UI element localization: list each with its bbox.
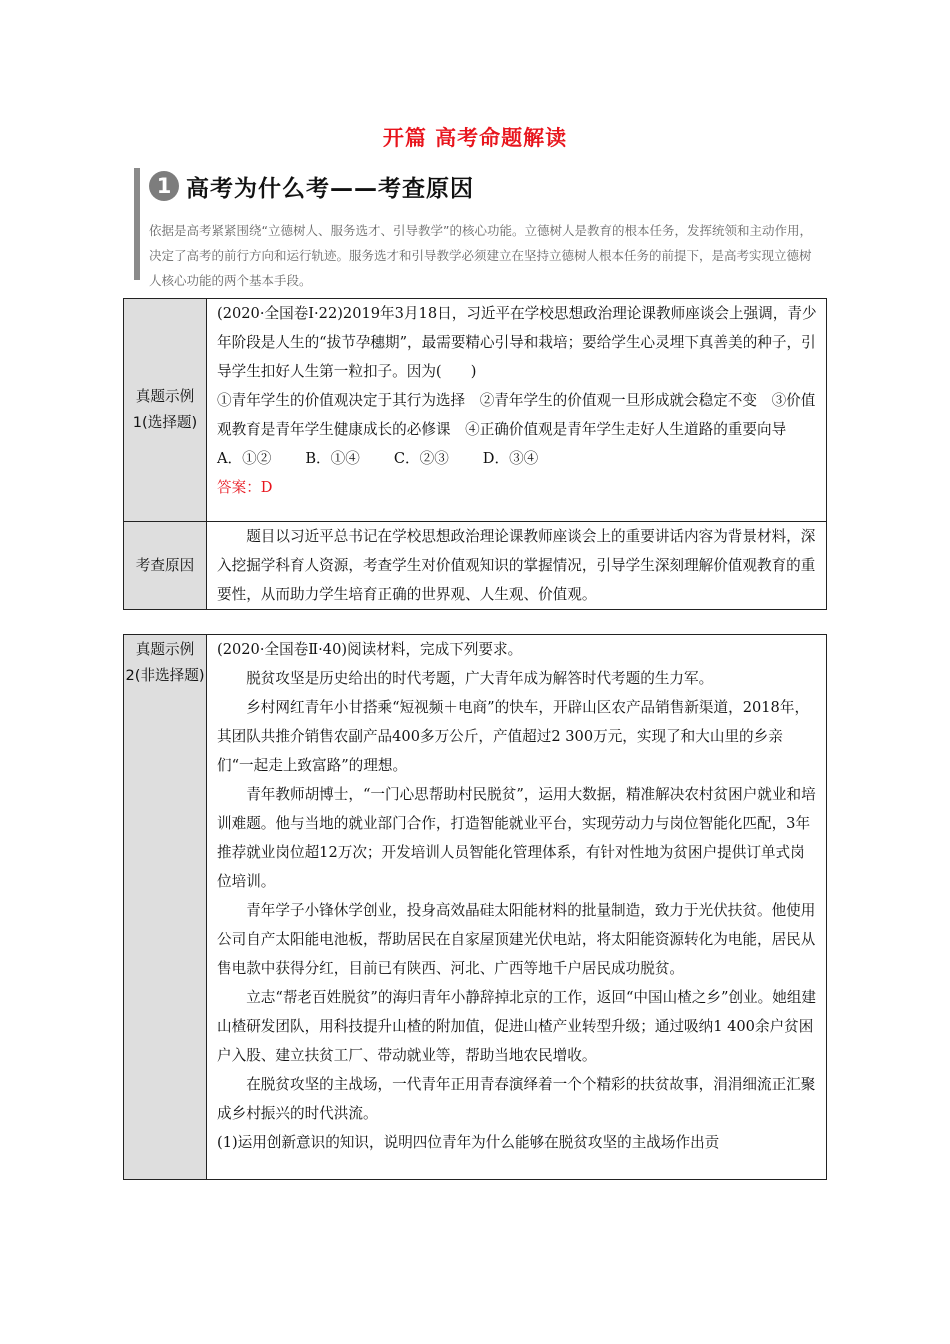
material-paragraph: 乡村网红青年小甘搭乘“短视频＋电商”的快车，开辟山区农产品销售新渠道，2018年，其团队共推介销售农副产品400多万公斤，产值超过2 300万元，实现了和大山里的乡亲们“一起走上致富路”的理想。 bbox=[217, 699, 810, 774]
page-title: 开篇 高考命题解读 bbox=[382, 126, 568, 150]
example2-question: (1)运用创新意识的知识，说明四位青年为什么能够在脱贫攻坚的主战场作出贡 bbox=[217, 1134, 720, 1151]
material-paragraph: 立志“帮老百姓脱贫”的海归青年小静辞掉北京的工作，返回“中国山楂之乡”创业。她组建山楂研发团队，用科技提升山楂的附加值，促进山楂产业转型升级；通过吸纳1 400余户贫困户入股、建立扶贫工厂、带动就业等，帮助当地农民增收。 bbox=[217, 989, 817, 1064]
example1-stem: (2020·全国卷Ⅰ·22)2019年3月18日，习近平在学校思想政治理论课教师座谈会上强调，青少年阶段是人生的“拔节孕穗期”，最需要精心引导和栽培；要给学生心灵埋下真善美的种子，引导学生扣好人生第一粒扣子。因为( ) bbox=[217, 305, 817, 380]
example2-label: 真题示例2(非选择题) bbox=[124, 635, 207, 1180]
example1-label: 真题示例1(选择题) bbox=[124, 299, 207, 522]
material-paragraph: 脱贫攻坚是历史给出的时代考题，广大青年成为解答时代考题的生力军。 bbox=[246, 670, 714, 687]
option-d: D．③④ bbox=[482, 450, 539, 467]
example1-statements: ①青年学生的价值观决定于其行为选择 ②青年学生的价值观一旦形成就会稳定不变 ③价值观教育是青年学生健康成长的必修课 ④正确价值观是青年学生走好人生道路的重要向导 bbox=[217, 392, 816, 438]
example2-content bbox=[207, 635, 827, 1180]
option-c: C．②③ bbox=[393, 450, 449, 467]
reason-content bbox=[207, 522, 827, 610]
material-paragraph: 青年教师胡博士，“一门心思帮助村民脱贫”，运用大数据，精准解决农村贫困户就业和培训难题。他与当地的就业部门合作，打造智能就业平台，实现劳动力与岗位智能化匹配，3年推荐就业岗位超12万次；开发培训人员智能化管理体系，有针对性地为贫困户提供订单式岗位培训。 bbox=[217, 786, 816, 890]
example2-table bbox=[123, 634, 827, 1180]
option-a: A．①② bbox=[217, 450, 272, 467]
example1-answer: 答案：D bbox=[217, 479, 273, 496]
section-accent-bar bbox=[134, 168, 140, 280]
example1-table bbox=[123, 298, 827, 610]
example1-content bbox=[207, 299, 827, 522]
example2-intro: (2020·全国卷Ⅱ·40)阅读材料，完成下列要求。 bbox=[217, 641, 523, 658]
reason-text: 题目以习近平总书记在学校思想政治理论课教师座谈会上的重要讲话内容为背景材料，深入挖掘学科育人资源，考查学生对价值观知识的掌握情况，引导学生深刻理解价值观教育的重要性，从而助力学生培育正确的世界观、人生观、价值观。 bbox=[217, 528, 816, 603]
section-number-badge: 1 bbox=[149, 171, 179, 201]
example1-options bbox=[217, 444, 818, 473]
material-paragraph: 青年学子小锋休学创业，投身高效晶硅太阳能材料的批量制造，致力于光伏扶贫。他使用公司自产太阳能电池板，帮助居民在自家屋顶建光伏电站，将太阳能资源转化为电能，居民从售电款中获得分红，目前已有陕西、河北、广西等地千户居民成功脱贫。 bbox=[217, 902, 816, 977]
section-title: 高考为什么考——考查原因 bbox=[186, 176, 474, 202]
option-b: B．①④ bbox=[305, 450, 360, 467]
material-paragraph: 在脱贫攻坚的主战场，一代青年正用青春演绎着一个个精彩的扶贫故事，涓涓细流正汇聚成乡村振兴的时代洪流。 bbox=[217, 1076, 816, 1122]
section-description: 依据是高考紧紧围绕“立德树人、服务选才、引导教学”的核心功能。立德树人是教育的根本任务，发挥统领和主动作用，决定了高考的前行方向和运行轨迹。服务选才和引导教学必须建立在坚持立德树人根本任务的前提下，是高考实现立德树人核心功能的两个基本手段。 bbox=[149, 223, 812, 288]
reason-label: 考查原因 bbox=[124, 522, 207, 610]
